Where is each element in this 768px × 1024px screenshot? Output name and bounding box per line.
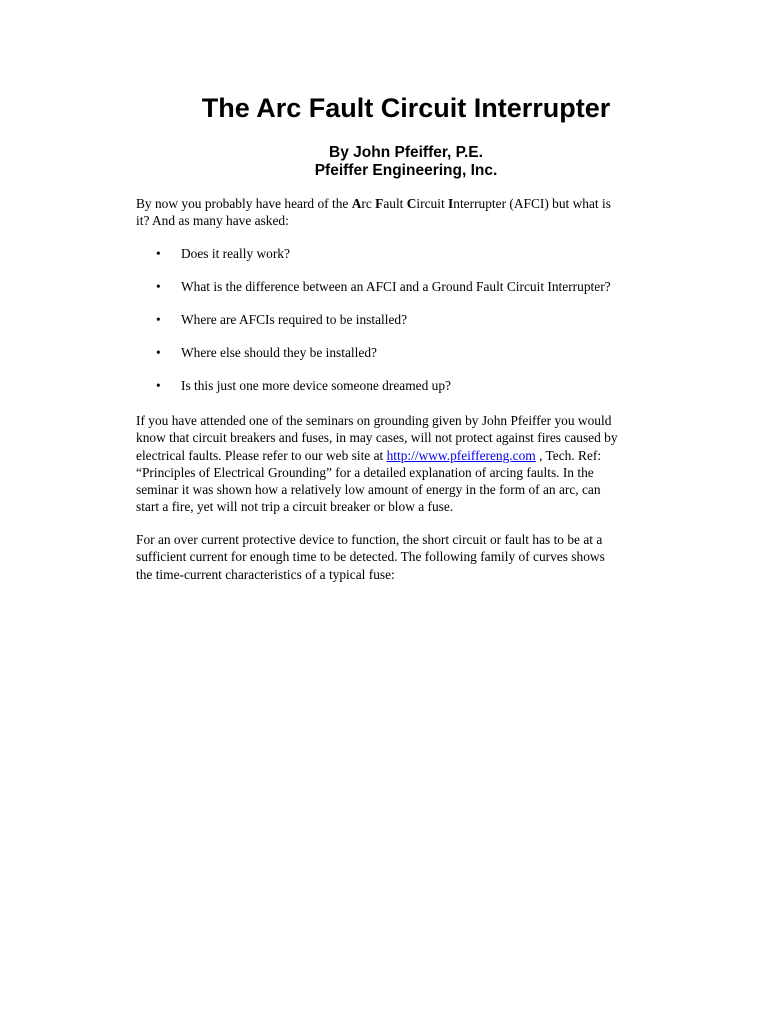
document-title: The Arc Fault Circuit Interrupter	[201, 93, 611, 123]
paragraph-line: sufficient current for enough time to be detected. The following family of curves shows	[136, 549, 605, 565]
bullet-icon: •	[156, 312, 161, 327]
paragraph-line: know that circuit breakers and fuses, in may cases, will not protect against fires caused by	[136, 430, 618, 446]
protective-device-paragraph	[136, 531, 684, 583]
paragraph-line: start a fire, yet will not trip a circuit breaker or blow a fuse.	[136, 499, 454, 515]
intro-letter-f: F	[375, 196, 384, 211]
paragraph-line: , Tech. Ref:	[535, 447, 602, 463]
intro-text: it? And as many have asked:	[136, 213, 289, 229]
list-item-text: Where are AFCIs required to be installed?	[181, 312, 408, 327]
list-item-text: Does it really work?	[181, 246, 290, 261]
paragraph-line: electrical faults. Please refer to our web site at	[136, 447, 387, 463]
company-name: Pfeiffer Engineering, Inc.	[314, 162, 498, 179]
intro-text: By now you probably have heard of the	[136, 196, 352, 211]
list-item	[136, 245, 684, 278]
author-byline: By John Pfeiffer, P.E.	[329, 144, 483, 161]
list-item-text: Where else should they be installed?	[181, 345, 377, 360]
paragraph-line: seminar it was shown how a relatively low amount of energy in the form of an arc, can	[136, 482, 601, 498]
intro-text: nterrupter (AFCI) but what is	[453, 196, 611, 211]
intro-text: ircuit	[416, 196, 449, 211]
paragraph-line: For an over current protective device to function, the short circuit or fault has to be at a	[136, 532, 603, 547]
bullet-icon: •	[156, 246, 161, 261]
list-item	[136, 311, 684, 344]
bullet-icon: •	[156, 345, 161, 360]
paragraph-line: If you have attended one of the seminars on grounding given by John Pfeiffer you would	[136, 413, 612, 428]
list-item	[136, 377, 684, 410]
list-item-text: What is the difference between an AFCI and a Ground Fault Circuit Interrupter?	[181, 279, 611, 294]
website-link[interactable]: http://www.pfeiffereng.com	[386, 447, 536, 463]
intro-letter-c: C	[406, 196, 417, 211]
intro-paragraph	[136, 195, 684, 230]
intro-text: ault	[383, 196, 407, 211]
seminar-paragraph	[136, 412, 684, 516]
list-item	[136, 278, 684, 311]
intro-text: rc	[361, 196, 376, 211]
bullet-icon: •	[156, 378, 161, 393]
paragraph-line: the time-current characteristics of a typical fuse:	[136, 566, 395, 582]
list-item-text: Is this just one more device someone dreamed up?	[181, 378, 451, 393]
question-list	[136, 245, 684, 410]
paragraph-line: “Principles of Electrical Grounding” for a detailed explanation of arcing faults. In the	[136, 464, 594, 480]
intro-letter-i: I	[448, 196, 454, 211]
intro-letter-a: A	[351, 196, 362, 211]
bullet-icon: •	[156, 279, 161, 294]
list-item	[136, 344, 684, 377]
